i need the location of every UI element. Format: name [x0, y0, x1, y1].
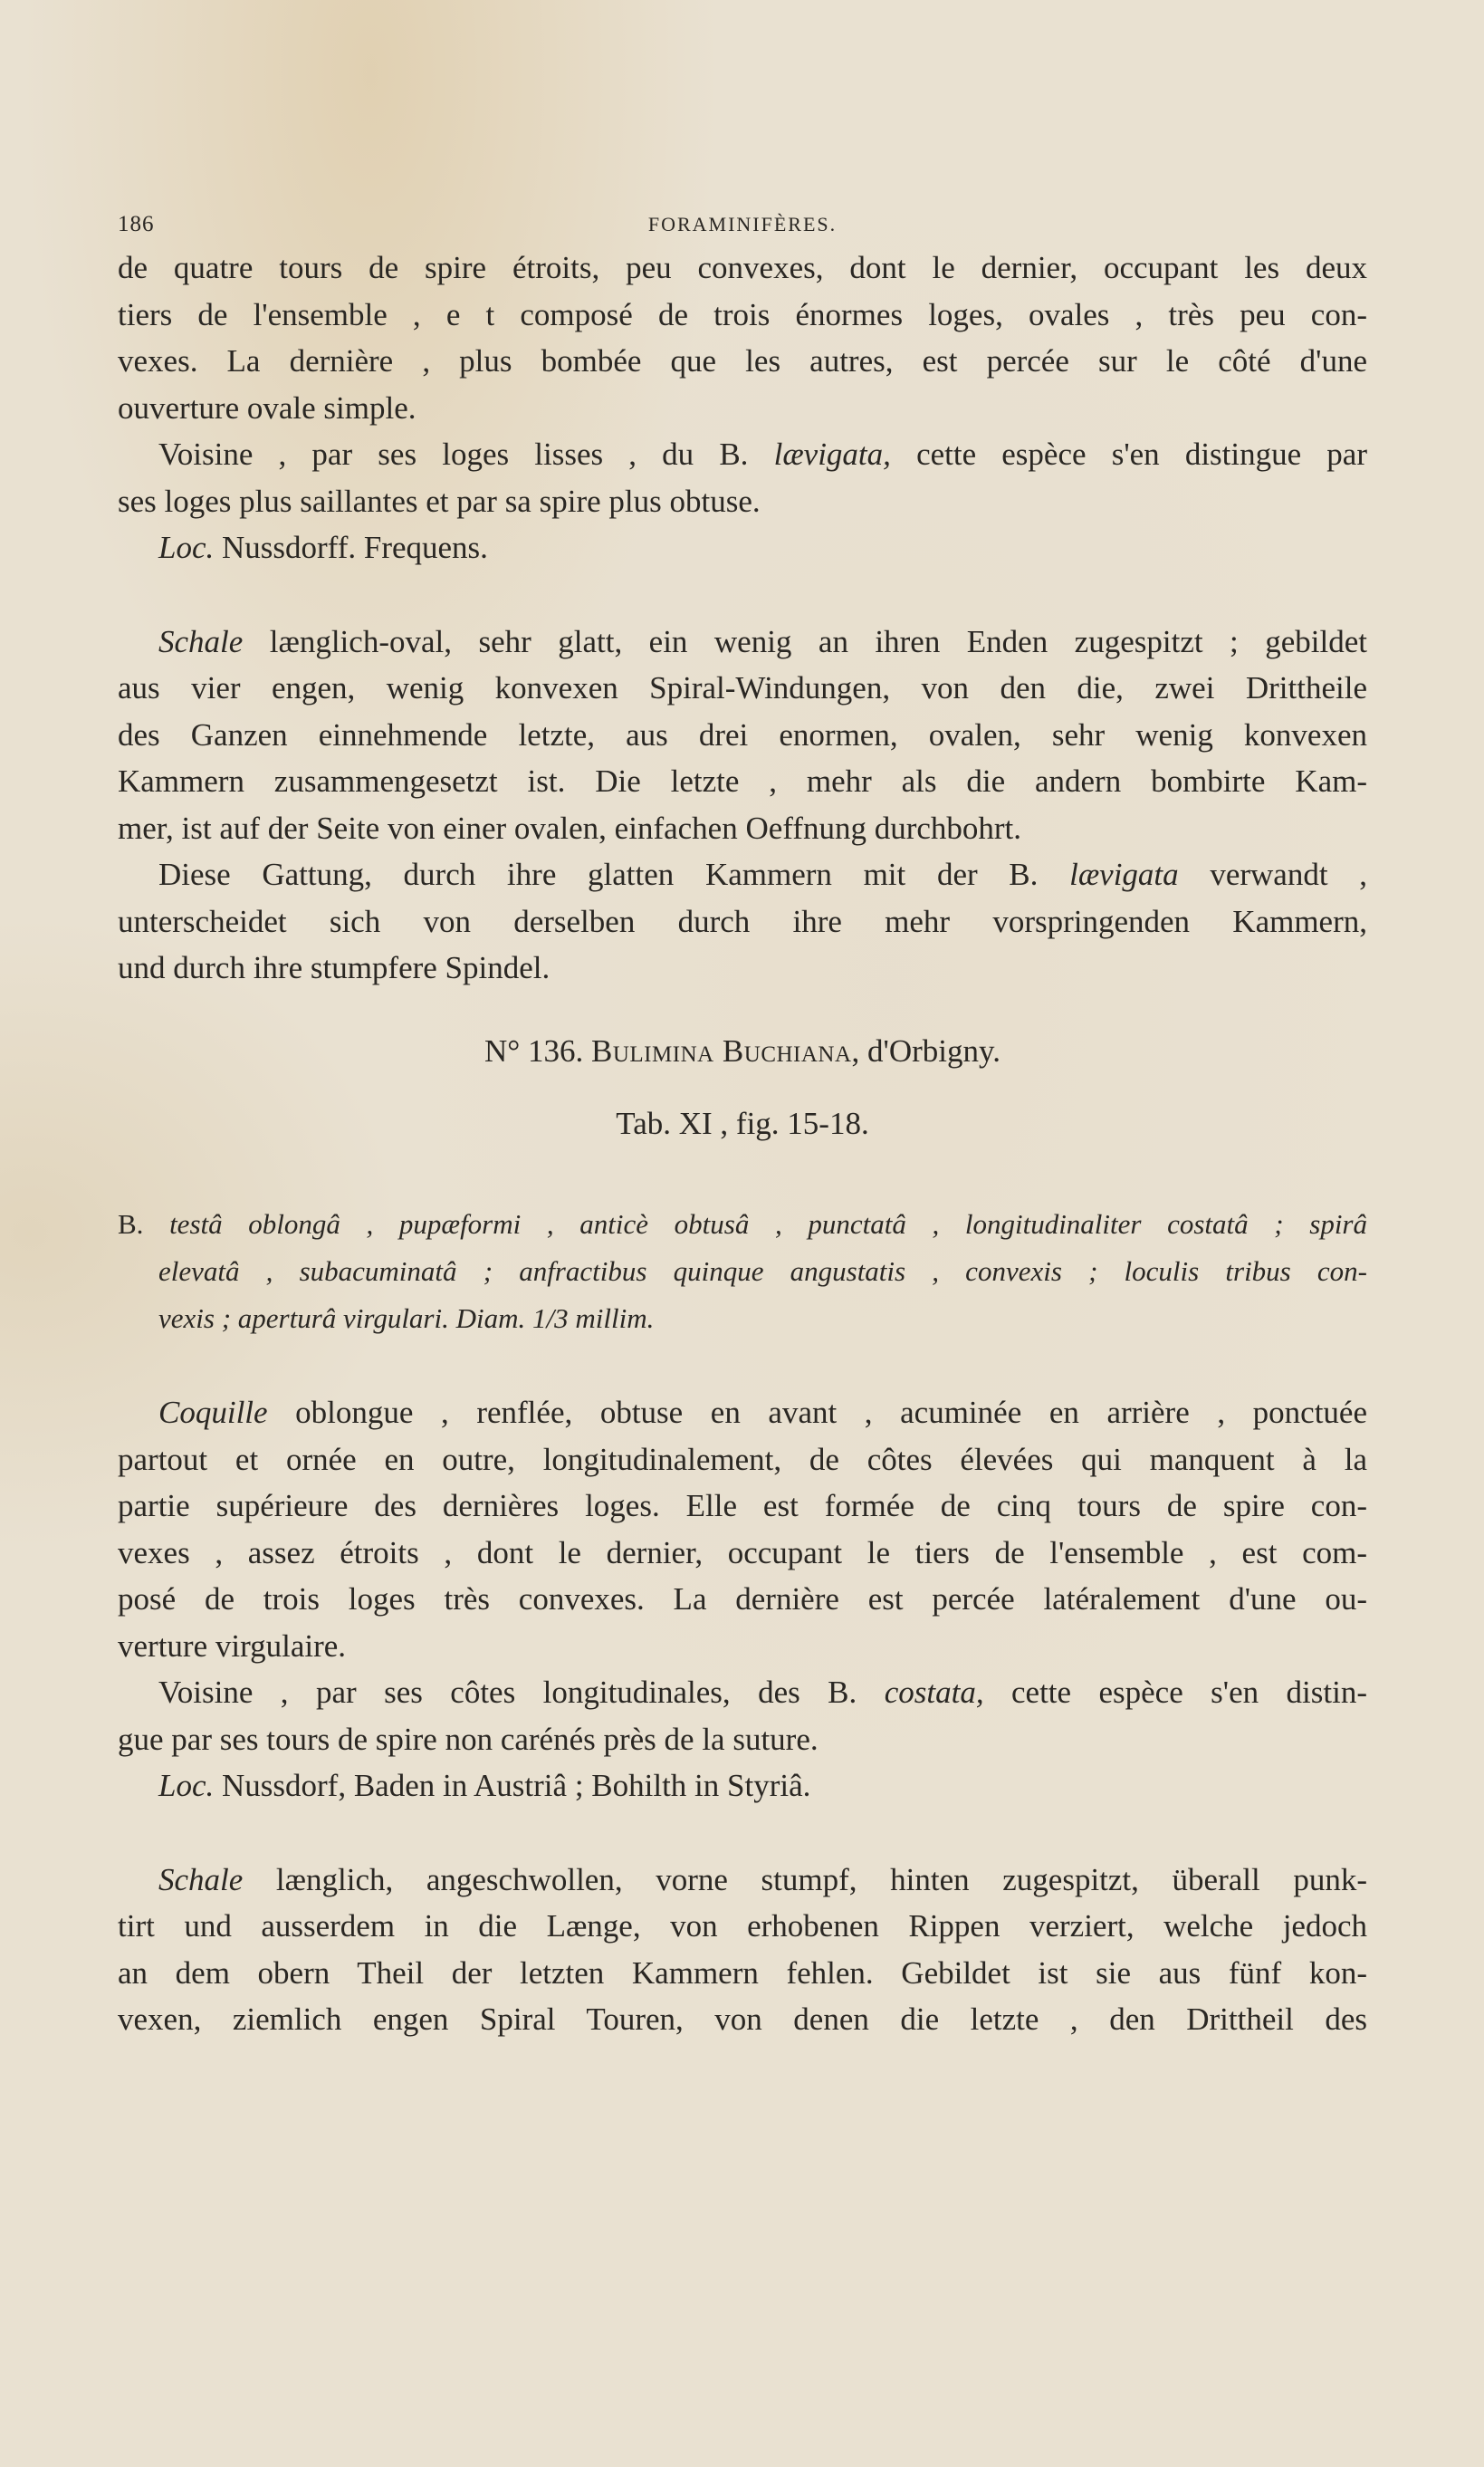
italic-species-name: lævigata,: [773, 437, 891, 472]
locality-paragraph: [118, 524, 1367, 571]
running-header: [118, 206, 1367, 243]
species-name: Bulimina Buchiana: [591, 1032, 852, 1069]
comparison-paragraph: [118, 1669, 1367, 1762]
page-number: 186: [118, 212, 155, 236]
text-line: verture virgulaire.: [118, 1627, 347, 1664]
text-line: ouverture ovale simple.: [118, 389, 416, 426]
text-line: [118, 1389, 1367, 1436]
spacer: [118, 1342, 1367, 1389]
text-line: [118, 851, 1367, 898]
text-line: vexes , assez étroits , dont le dernier, occupant le tiers de l'ensemble , est com-: [118, 1534, 1367, 1570]
text-line: Kammern zusammengesetzt ist. Die letzte , mehr als die andern bombirte Kam-: [118, 763, 1367, 799]
text-line: tiers de l'ensemble , e t composé de trois énormes loges, ovales , très peu con-: [118, 296, 1367, 332]
text-line: [118, 1857, 1367, 1904]
text-line: de quatre tours de spire étroits, peu convexes, dont le dernier, occupant les deux: [118, 250, 1367, 285]
german-description: [118, 1857, 1367, 2043]
text-line: posé de trois loges très convexes. La dernière est percée latéralement d'une ou-: [118, 1581, 1367, 1617]
text-line: vexes. La dernière , plus bombée que les autres, est percée sur le côté d'une: [118, 343, 1367, 379]
text-line: [118, 1201, 1367, 1248]
text-run: længlich, angeschwollen, vorne stumpf, hinten zugespitzt, überall punk-: [243, 1861, 1367, 1897]
text-line: [118, 1762, 1367, 1809]
text-line: aus vier engen, wenig konvexen Spiral-Windungen, von den die, zwei Drittheile: [118, 670, 1367, 706]
italic-lead-word: Schale: [158, 1861, 244, 1897]
locality-paragraph: [118, 1762, 1367, 1809]
german-description: [118, 619, 1367, 852]
text-run: cette espèce s'en distin-: [983, 1675, 1367, 1710]
french-description: [118, 1389, 1367, 1669]
text-run: længlich-oval, sehr glatt, ein wenig an ihren Enden zugespitzt ; gebildet: [243, 623, 1367, 659]
locality-text: Nussdorff. Frequens.: [214, 530, 488, 565]
text-line: [118, 524, 1367, 571]
plate-reference: Tab. XI , fig. 15-18.: [616, 1105, 869, 1141]
locality-label: Loc.: [158, 1768, 215, 1803]
italic-species-name: costata,: [884, 1675, 984, 1710]
text-line: elevatâ , subacuminatâ ; anfractibus quinque angustatis , convexis ; loculis tribus con-: [158, 1255, 1367, 1287]
text-line: tirt und ausserdem in die Længe, von erhobenen Rippen verziert, welche jedoch: [118, 1908, 1367, 1944]
french-description-continued: [118, 245, 1367, 431]
page-body: [118, 206, 1367, 2043]
text-run: verwandt ,: [1178, 857, 1367, 892]
text-run: testâ oblongâ , pupæformi , anticè obtusâ , punctatâ , longitudinaliter costatâ ; spirâ: [143, 1208, 1367, 1240]
species-number: N° 136.: [483, 1032, 584, 1069]
italic-lead-word: Coquille: [158, 1395, 268, 1430]
spacer: [118, 571, 1367, 619]
text-run: cette espèce s'en distingue par: [890, 437, 1367, 472]
text-line: an dem obern Theil der letzten Kammern fehlen. Gebildet ist sie aus fünf kon-: [118, 1954, 1367, 1991]
german-comparison: [118, 851, 1367, 992]
text-line: unterscheidet sich von derselben durch ihre mehr vorspringenden Kammern,: [118, 903, 1367, 939]
text-run: Diese Gattung, durch ihre glatten Kammern mit der B.: [158, 857, 1070, 892]
text-line: vexen, ziemlich engen Spiral Touren, von denen die letzte , den Drittheil des: [118, 2001, 1367, 2037]
text-line: ses loges plus saillantes et par sa spire plus obtuse.: [118, 483, 761, 519]
latin-diagnosis: [118, 1201, 1367, 1342]
text-line: [118, 619, 1367, 666]
genus-abbrev: B.: [118, 1208, 144, 1240]
italic-species-name: lævigata: [1069, 857, 1179, 892]
locality-label: Loc.: [158, 530, 215, 565]
text-line: mer, ist auf der Seite von einer ovalen, einfachen Oeffnung durchbohrt.: [118, 810, 1022, 846]
text-line: des Ganzen einnehmende letzte, aus drei enormen, ovalen, sehr wenig konvexen: [118, 716, 1367, 753]
text-line: vexis ; aperturâ virgulari. Diam. 1/3 millim.: [158, 1302, 655, 1334]
text-line: [118, 431, 1367, 478]
text-run: Voisine , par ses côtes longitudinales, des B.: [158, 1675, 885, 1710]
comparison-paragraph: [118, 431, 1367, 524]
locality-text: Nussdorf, Baden in Austriâ ; Bohilth in Styriâ.: [214, 1768, 811, 1803]
species-author: , d'Orbigny.: [851, 1032, 1001, 1069]
text-line: [118, 1669, 1367, 1716]
italic-lead-word: Schale: [158, 623, 244, 659]
text-run: oblongue , renflée, obtuse en avant , acuminée en arrière , ponctuée: [267, 1395, 1367, 1430]
species-heading: [118, 1028, 1367, 1075]
text-line: gue par ses tours de spire non carénés près de la suture.: [118, 1721, 819, 1757]
text-line: und durch ihre stumpfere Spindel.: [118, 950, 551, 985]
text-line: partie supérieure des dernières loges. Elle est formée de cinq tours de spire con-: [118, 1488, 1367, 1523]
spacer: [118, 1809, 1367, 1857]
text-line: partout et ornée en outre, longitudinalement, de côtes élevées qui manquent à la: [118, 1441, 1367, 1477]
running-title: FORAMINIFÈRES.: [647, 213, 838, 235]
text-run: Voisine , par ses loges lisses , du B.: [158, 437, 774, 472]
